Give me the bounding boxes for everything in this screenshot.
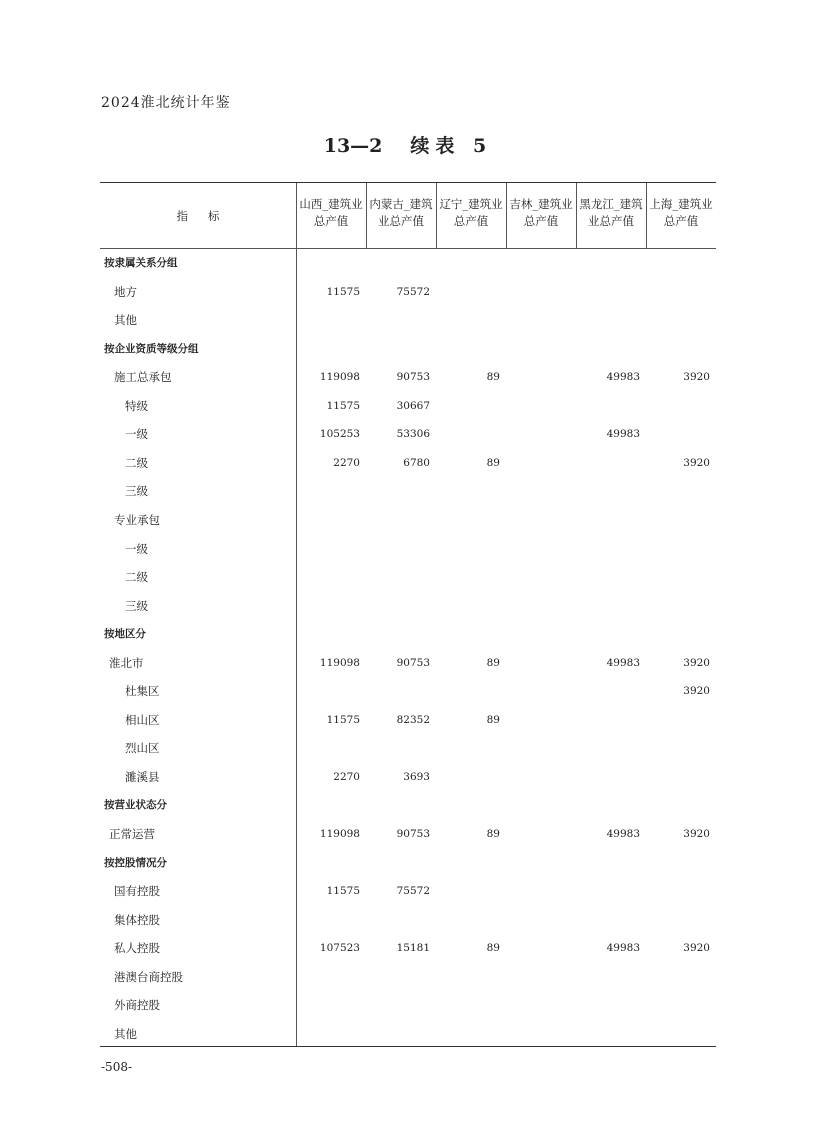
table-cell: 6780 — [403, 456, 430, 469]
column-header — [296, 196, 366, 230]
page-header: 2024淮北统计年鉴 — [101, 95, 231, 111]
table-cell: 49983 — [606, 371, 640, 384]
table-cell: 107523 — [319, 942, 360, 955]
table-row — [100, 681, 716, 701]
table-bottom-rule — [100, 1046, 716, 1047]
table-row — [100, 967, 716, 987]
table-row — [100, 253, 716, 273]
table-row — [100, 367, 716, 387]
table-row — [100, 995, 716, 1015]
row-group-label: 按控股情况分 — [104, 856, 167, 869]
table-cell: 82352 — [396, 713, 430, 726]
row-label: 二级 — [125, 570, 148, 585]
table-row — [100, 424, 716, 444]
table-row — [100, 310, 716, 330]
table-cell: 89 — [486, 656, 500, 669]
table-cell: 119098 — [319, 828, 360, 840]
row-label: 相山区 — [125, 712, 160, 727]
corner-label: 指标 — [176, 209, 240, 223]
table-cell: 3920 — [683, 456, 710, 469]
row-label: 三级 — [125, 484, 148, 499]
row-label: 特级 — [125, 398, 148, 413]
row-label: 濉溪县 — [125, 769, 160, 784]
table-cell: 105253 — [319, 428, 360, 441]
row-label: 外商控股 — [114, 998, 160, 1013]
table-cell: 49983 — [606, 656, 640, 669]
column-header — [436, 196, 506, 230]
row-label: 正常运营 — [109, 827, 155, 841]
row-group-label: 按企业资质等级分组 — [104, 342, 199, 355]
table-cell: 90753 — [396, 371, 430, 384]
row-label: 其他 — [114, 313, 137, 328]
row-label: 施工总承包 — [114, 370, 172, 385]
table-row — [100, 339, 716, 359]
column-header-line2: 总产值 — [313, 214, 349, 228]
column-header-line1: 内蒙古_建筑 — [369, 197, 433, 211]
table-cell: 15181 — [396, 942, 430, 955]
table-cell: 2270 — [333, 770, 360, 783]
table-caption: 续表 5 — [410, 135, 493, 157]
row-group-label: 按隶属关系分组 — [104, 257, 178, 269]
table-number: 13—2 — [323, 135, 383, 157]
row-group-label: 按营业状态分 — [104, 799, 167, 812]
table-cell: 11575 — [326, 713, 360, 726]
table-row — [100, 710, 716, 730]
row-label: 一级 — [125, 427, 148, 442]
column-header-line1: 吉林_建筑业 — [509, 197, 573, 211]
column-header-line2: 业总产值 — [378, 214, 424, 228]
table-row — [100, 653, 716, 673]
column-header — [366, 196, 436, 230]
table-cell: 30667 — [396, 399, 430, 412]
row-label: 一级 — [125, 541, 148, 556]
table-cell: 90753 — [396, 656, 430, 669]
table-cell: 89 — [486, 456, 500, 469]
table-header-rule — [100, 248, 716, 249]
page-number: -508- — [101, 1060, 133, 1074]
row-label: 专业承包 — [114, 512, 160, 527]
table-row — [100, 853, 716, 873]
row-label: 国有控股 — [114, 884, 160, 899]
table-cell: 3920 — [683, 656, 710, 669]
table-cell: 89 — [486, 371, 500, 384]
table-cell: 11575 — [326, 399, 360, 412]
table-cell: 11575 — [326, 885, 360, 898]
table-row — [100, 738, 716, 758]
row-label: 其他 — [114, 1026, 137, 1041]
column-header — [576, 196, 646, 230]
table-cell: 3920 — [683, 828, 710, 840]
column-header-line1: 上海_建筑业 — [649, 197, 713, 211]
row-label: 二级 — [125, 455, 148, 470]
table-row — [100, 795, 716, 815]
column-header-line2: 总产值 — [663, 214, 699, 228]
table-cell: 2270 — [333, 456, 360, 469]
column-header-line2: 业总产值 — [588, 214, 634, 228]
table-row — [100, 453, 716, 473]
table-top-rule — [100, 182, 716, 183]
table-cell: 3693 — [403, 770, 430, 783]
table-cell: 49983 — [606, 828, 640, 840]
table-row — [100, 881, 716, 901]
table-cell: 89 — [486, 828, 500, 840]
column-header — [506, 196, 576, 230]
table-row — [100, 1024, 716, 1044]
table-row — [100, 624, 716, 644]
table-cell: 119098 — [319, 371, 360, 384]
column-header-line1: 辽宁_建筑业 — [439, 197, 503, 211]
table-row — [100, 396, 716, 416]
row-label: 地方 — [114, 284, 137, 299]
table-cell: 49983 — [606, 942, 640, 955]
table-cell: 75572 — [396, 885, 430, 898]
table-row — [100, 539, 716, 559]
column-header-line1: 山西_建筑业 — [299, 197, 363, 211]
column-header — [646, 196, 716, 230]
table-cell: 90753 — [396, 828, 430, 840]
table-cell: 11575 — [326, 285, 360, 298]
table-row — [100, 481, 716, 501]
column-header-line1: 黑龙江_建筑 — [579, 197, 643, 211]
table-row — [100, 567, 716, 587]
table-row — [100, 767, 716, 787]
row-label: 杜集区 — [125, 684, 160, 699]
row-label: 淮北市 — [109, 655, 144, 670]
table-cell: 119098 — [319, 656, 360, 669]
table-cell: 3920 — [683, 371, 710, 384]
table-row — [100, 824, 716, 844]
table-cell: 89 — [486, 942, 500, 955]
row-group-label: 按地区分 — [104, 628, 146, 641]
table-row — [100, 510, 716, 530]
table-cell: 3920 — [683, 685, 710, 698]
column-header-line2: 总产值 — [523, 214, 559, 228]
table-cell: 53306 — [396, 428, 430, 441]
row-label: 私人控股 — [114, 941, 160, 956]
column-header-line2: 总产值 — [453, 214, 489, 228]
row-label: 港澳台商控股 — [114, 969, 183, 984]
table-cell: 75572 — [396, 285, 430, 298]
row-label: 烈山区 — [125, 741, 160, 756]
table-cell: 89 — [486, 713, 500, 726]
table-row — [100, 596, 716, 616]
table-title — [0, 131, 816, 158]
table-row — [100, 910, 716, 930]
table-row — [100, 282, 716, 302]
table-cell: 49983 — [606, 428, 640, 441]
table-row — [100, 938, 716, 958]
row-label: 集体控股 — [114, 912, 160, 927]
table-cell: 3920 — [683, 942, 710, 955]
row-label: 三级 — [125, 598, 148, 613]
